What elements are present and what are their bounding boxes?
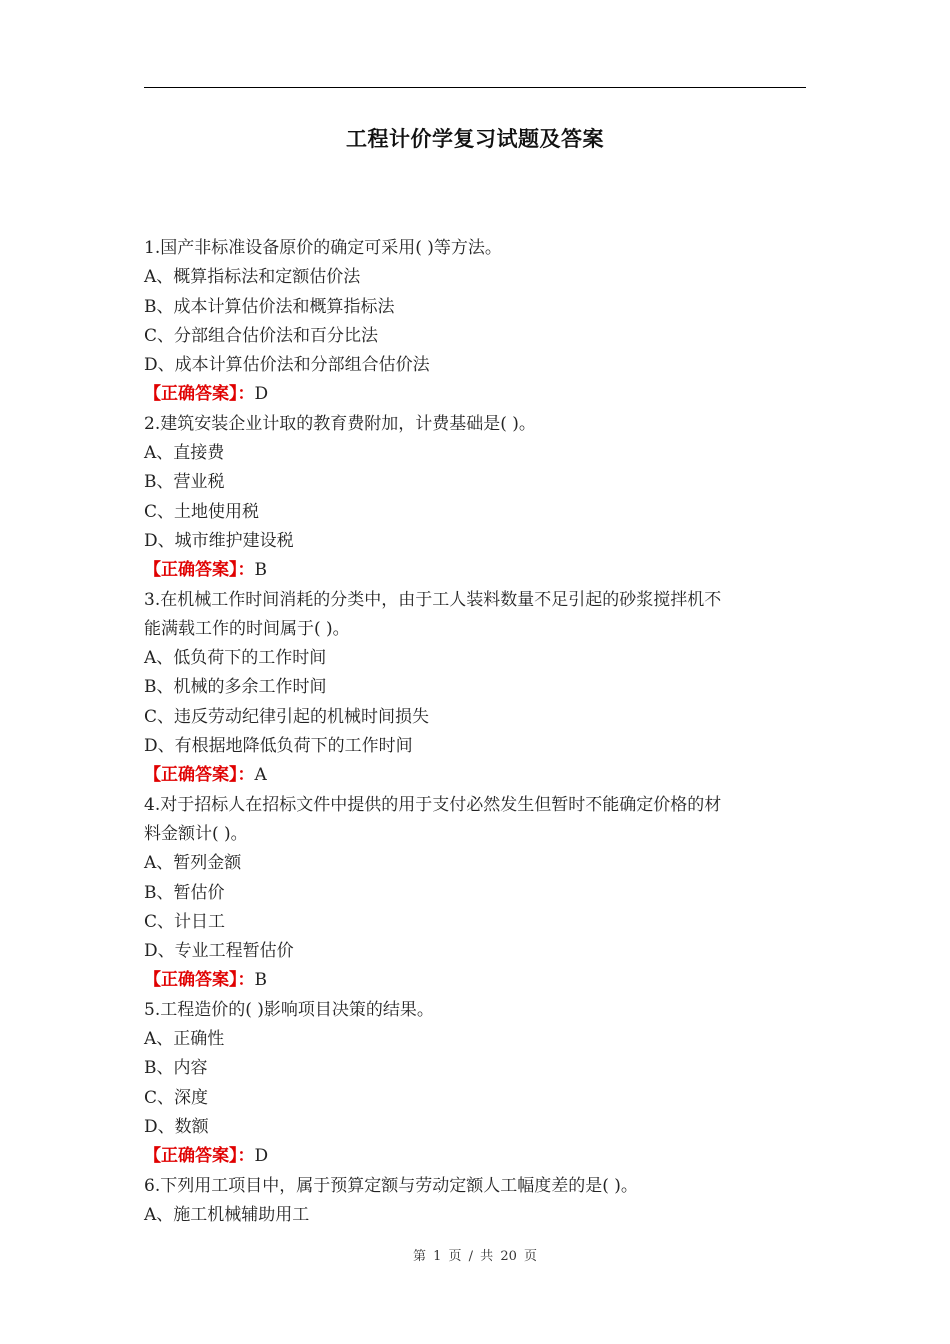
option-d: D、专业工程暂估价 <box>144 941 294 962</box>
header-rule <box>144 87 806 88</box>
question-text: 3.在机械工作时间消耗的分类中，由于工人装料数量不足引起的砂浆搅拌机不 <box>144 589 722 610</box>
option-a: A、正确性 <box>144 1029 225 1050</box>
answer-label: 【正确答案】： <box>144 765 255 786</box>
option-c: C、土地使用税 <box>144 501 260 522</box>
document-title: 工程计价学复习试题及答案 <box>346 127 604 151</box>
answer-label: 【正确答案】： <box>144 384 255 405</box>
question-text: 6.下列用工项目中，属于预算定额与劳动定额人工幅度差的是( )。 <box>144 1175 638 1196</box>
option-b: B、内容 <box>144 1058 208 1079</box>
option-b: B、成本计算估价法和概算指标法 <box>144 296 395 317</box>
option-c: C、违反劳动纪律引起的机械时间损失 <box>144 706 430 727</box>
option-c: C、深度 <box>144 1087 209 1108</box>
answer-value: D <box>254 1146 269 1167</box>
question-text: 4.对于招标人在招标文件中提供的用于支付必然发生但暂时不能确定价格的材 <box>144 794 722 815</box>
option-d: D、成本计算估价法和分部组合估价法 <box>144 355 430 376</box>
option-b: B、营业税 <box>144 472 225 493</box>
question-text: 5.工程造价的( )影响项目决策的结果。 <box>144 999 434 1020</box>
option-c: C、分部组合估价法和百分比法 <box>144 325 379 346</box>
option-c: C、计日工 <box>144 911 226 932</box>
answer-line <box>144 1142 806 1171</box>
answer-line <box>144 380 806 409</box>
answer-line <box>144 966 806 995</box>
option-a: A、概算指标法和定额估价法 <box>144 267 361 288</box>
answer-value: B <box>254 970 267 991</box>
option-b: B、机械的多余工作时间 <box>144 677 327 698</box>
answer-label: 【正确答案】： <box>144 560 255 581</box>
answer-value: B <box>254 560 267 581</box>
option-a: A、施工机械辅助用工 <box>144 1204 310 1225</box>
question-list <box>144 234 806 1230</box>
option-a: A、低负荷下的工作时间 <box>144 648 327 669</box>
answer-line <box>144 556 806 585</box>
question-text: 1.国产非标准设备原价的确定可采用( )等方法。 <box>144 238 502 258</box>
question-text-continued: 能满载工作的时间属于( )。 <box>144 618 350 639</box>
answer-value: A <box>254 765 267 786</box>
option-d: D、城市维护建设税 <box>144 530 294 551</box>
question-text: 2.建筑安装企业计取的教育费附加，计费基础是( )。 <box>144 413 536 434</box>
option-a: A、直接费 <box>144 443 225 464</box>
answer-value: D <box>254 384 269 405</box>
option-a: A、暂列金额 <box>144 853 242 874</box>
option-b: B、暂估价 <box>144 882 225 903</box>
option-d: D、有根据地降低负荷下的工作时间 <box>144 736 413 757</box>
answer-label: 【正确答案】： <box>144 970 255 991</box>
option-d: D、数额 <box>144 1116 209 1137</box>
page-number: 第 1 页 / 共 20 页 <box>413 1249 537 1264</box>
question-text-continued: 料金额计( )。 <box>144 823 248 844</box>
answer-label: 【正确答案】： <box>144 1146 255 1167</box>
answer-line <box>144 761 806 790</box>
